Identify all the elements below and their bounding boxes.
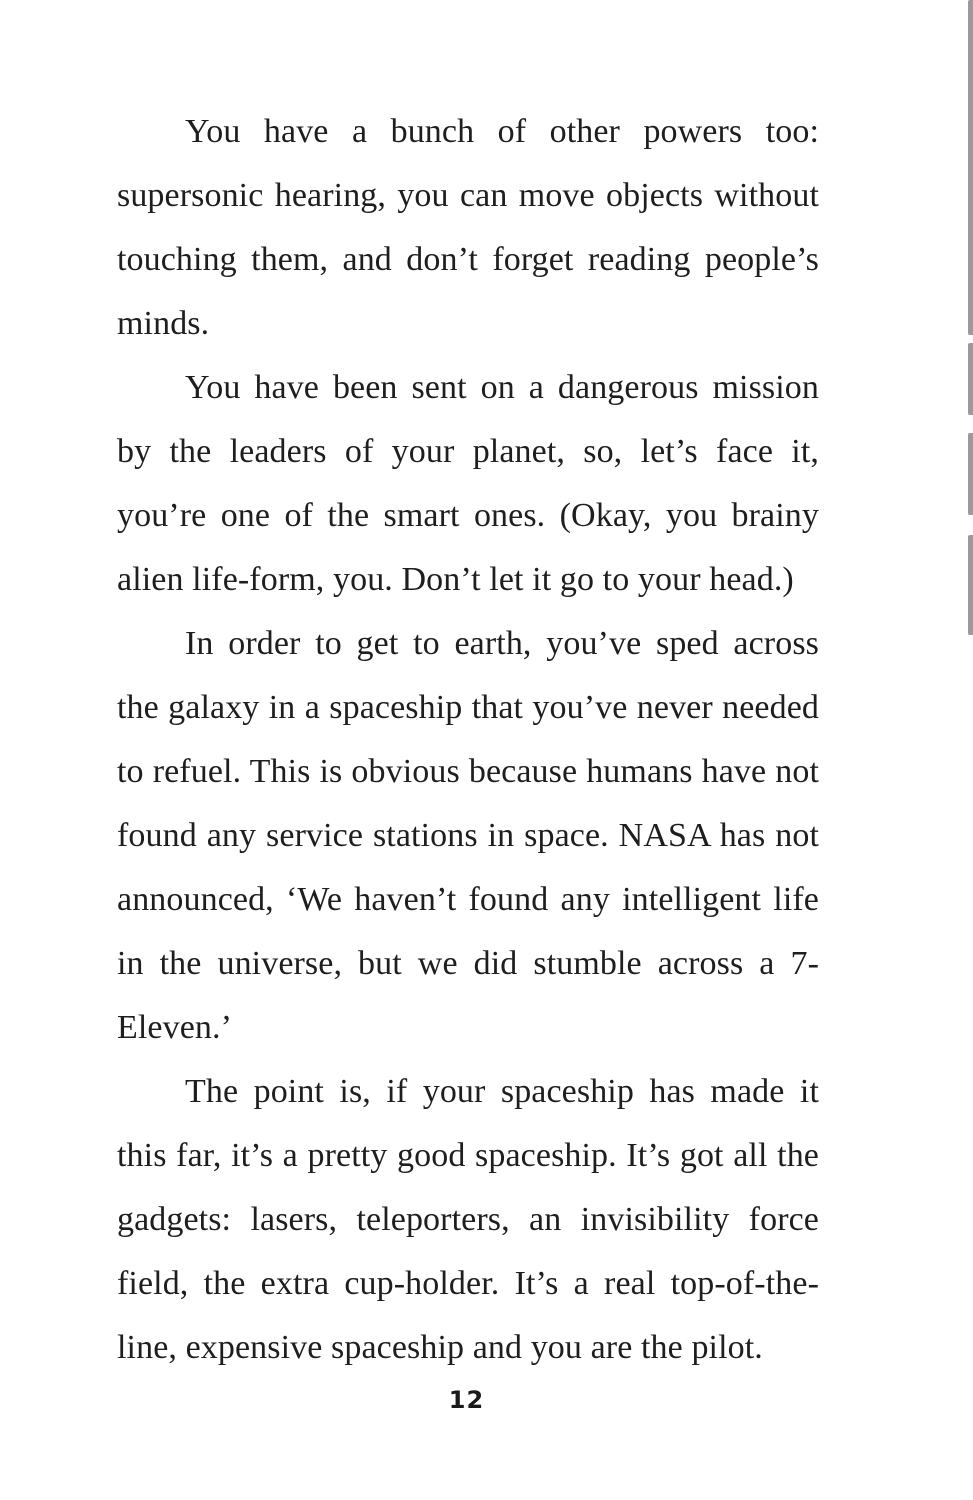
page-edge-marker	[968, 343, 973, 415]
page-edge-marker	[968, 535, 973, 635]
page-edge-marker	[968, 433, 973, 515]
page-number: 12	[448, 1386, 485, 1414]
paragraph: You have been sent on a dangerous mission by the leaders of your planet, so, let’s face it, you’re one of the smart ones. (Okay, you brainy alien life-form, you. Don’t let it go to your head.)	[117, 369, 819, 598]
paragraph: You have a bunch of other powers too: supersonic hearing, you can move objects without touching them, and don’t forget reading people’s minds.	[117, 113, 819, 342]
page-edge-marker	[968, 0, 973, 335]
paragraph: The point is, if your spaceship has made it this far, it’s a pretty good spaceship. It’s got all the gadgets: lasers, teleporters, an invisibility force field, the extra cup-holder. It’s a real top-of-the-line, expensive spaceship and you are the pilot.	[117, 1073, 819, 1366]
paragraph: In order to get to earth, you’ve sped across the galaxy in a spaceship that you’ve never needed to refuel. This is obvious because humans have not found any service stations in space. NASA has not announced, ‘We haven’t found any intelligent life in the universe, but we did stumble across a 7-Eleven.’	[117, 625, 819, 1046]
body-text	[117, 100, 819, 1380]
